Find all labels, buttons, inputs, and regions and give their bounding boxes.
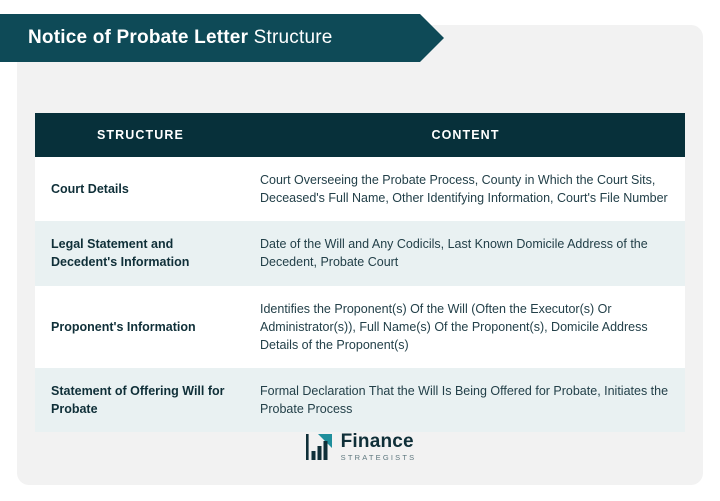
table-header xyxy=(35,113,685,157)
column-header-content: CONTENT xyxy=(246,113,685,157)
table-row xyxy=(35,157,685,221)
table-row xyxy=(35,286,685,368)
cell-structure: Proponent's Information xyxy=(35,286,246,368)
table-body xyxy=(35,157,685,432)
cell-content: Formal Declaration That the Will Is Being Offered for Probate, Initiates the Probate Process xyxy=(246,368,685,432)
column-header-structure: STRUCTURE xyxy=(35,113,246,157)
brand-name: Finance xyxy=(340,431,414,453)
structure-table-wrapper xyxy=(35,113,685,432)
cell-structure: Legal Statement and Decedent's Information xyxy=(35,221,246,285)
brand-logo xyxy=(0,432,720,462)
brand-logo-text xyxy=(341,432,417,462)
brand-logo-inner xyxy=(304,432,417,462)
page-title-bold: Notice of Probate Letter xyxy=(28,27,249,48)
bar-chart-icon xyxy=(304,432,334,462)
page-title xyxy=(28,27,333,49)
title-ribbon xyxy=(0,14,420,62)
cell-content: Date of the Will and Any Codicils, Last Known Domicile Address of the Decedent, Probate Court xyxy=(246,221,685,285)
cell-structure: Statement of Offering Will for Probate xyxy=(35,368,246,432)
table-row xyxy=(35,221,685,285)
structure-table xyxy=(35,113,685,432)
table-row xyxy=(35,368,685,432)
table-header-row xyxy=(35,113,685,157)
cell-content: Identifies the Proponent(s) Of the Will (Often the Executor(s) Or Administrator(s)), Full Name(s) Of the Proponent(s), Domicile Address Details of the Proponent(s) xyxy=(246,286,685,368)
cell-content: Court Overseeing the Probate Process, County in Which the Court Sits, Deceased's Full Name, Other Identifying Information, Court's File Number xyxy=(246,157,685,221)
brand-subtitle: STRATEGISTS xyxy=(340,453,417,463)
cell-structure: Court Details xyxy=(35,157,246,221)
page-title-light: Structure xyxy=(248,27,333,48)
